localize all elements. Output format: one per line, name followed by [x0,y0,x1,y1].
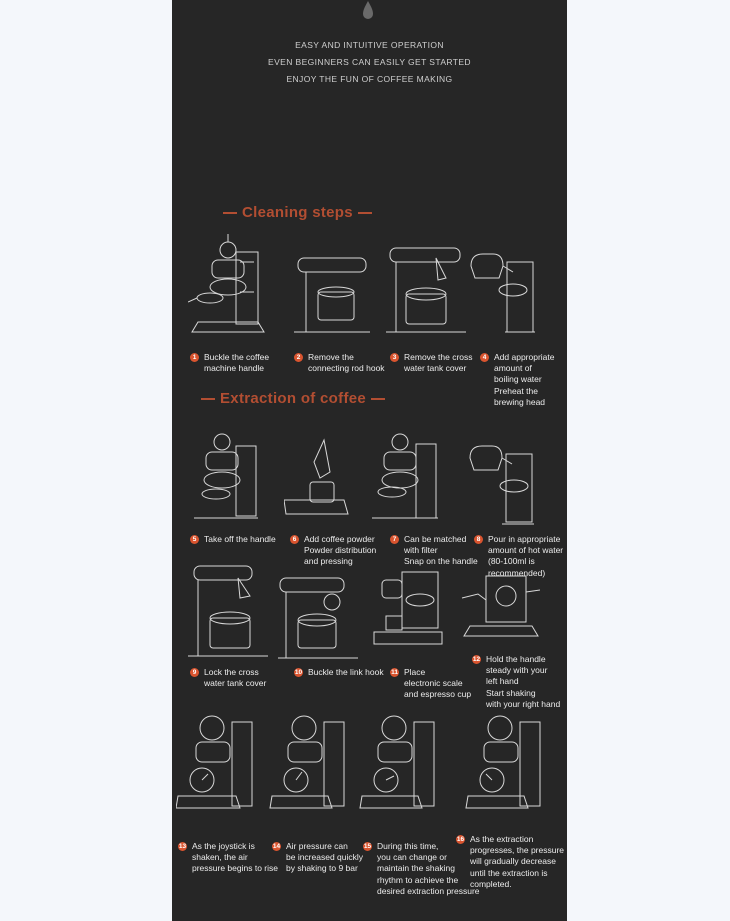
step-number-badge: 16 [456,836,465,843]
illustration-step-9 [188,562,268,662]
step-3-caption: 3 Remove the cross water tank cover [390,352,473,374]
step-number-badge: 4 [480,353,489,362]
title-dash [358,212,372,214]
intro-line-2: EVEN BEGINNERS CAN EASILY GET STARTED [268,57,471,67]
step-11-caption: 11 Place electronic scale and espresso cup [391,667,472,700]
step-number-badge: 1 [190,353,199,362]
illustration-step-8 [468,440,536,528]
illustration-step-4 [469,246,537,336]
cleaning-steps-heading [218,204,377,221]
step-13-caption: 13 As the joystick is shaken, the air pressure begins to rise [178,841,278,874]
illustration-step-2 [292,252,372,337]
step-9-caption: 9 Lock the cross water tank cover [190,667,266,689]
illustration-step-16 [464,712,544,812]
step-2-caption: 2 Remove the connecting rod hook [294,352,385,374]
step-6-caption: 6 Add coffee powder Powder distribution and pressing [290,534,376,568]
illustration-step-13 [176,712,256,812]
extraction-heading [196,390,390,407]
step-number-badge: 13 [178,843,187,850]
step-number-badge: 11 [391,669,398,676]
intro-line-1: EASY AND INTUITIVE OPERATION [295,40,444,50]
step-10-caption: 10 Buckle the link hook [294,667,384,677]
step-number-badge: 6 [290,535,299,544]
step-number-badge: 9 [190,668,199,677]
step-number-badge: 15 [363,843,372,850]
extraction-title-text: Extraction of coffee [220,390,367,407]
title-dash [371,398,385,400]
illustration-step-11 [372,570,444,652]
title-dash [201,398,215,400]
illustration-step-15 [358,712,438,812]
instruction-panel [172,0,567,921]
step-1-caption: 1 Buckle the coffee machine handle [190,352,269,374]
step-14-caption: 14 Air pressure can be increased quickly by shaking to 9 bar [272,841,364,874]
step-number-badge: 5 [190,535,199,544]
step-number-badge: 3 [390,353,399,362]
step-16-caption: 16 As the extraction progresses, the pressure will gradually decrease until the extraction is completed. [456,834,565,889]
step-8-caption: 8 Pour in appropriate amount of hot water (80-100ml is recommended) [474,534,563,579]
step-5-caption: 5 Take off the handle [190,534,276,545]
illustration-step-10 [278,574,358,662]
illustration-step-3 [386,238,466,338]
illustration-step-5 [190,428,260,523]
intro-line-3: ENJOY THE FUN OF COFFEE MAKING [286,74,453,84]
step-4-caption: 4 Add appropriate amount of boiling water Preheat the brewing head [480,352,555,408]
illustration-step-7 [370,428,440,523]
illustration-step-14 [268,712,348,812]
title-dash [223,212,237,214]
step-15-caption: 15 During this time, you can change or maintain the shaking rhythm to achieve the desired extraction pressure [363,841,480,896]
step-number-badge: 7 [390,535,399,544]
illustration-step-1 [188,232,268,337]
step-number-badge: 8 [474,535,483,544]
step-number-badge: 10 [294,669,303,676]
step-12-caption: 12 Hold the handle steady with your left hand Start shaking with your right hand [472,654,561,709]
step-number-badge: 12 [472,656,481,663]
step-number-badge: 14 [272,843,281,850]
illustration-step-12 [460,566,540,646]
step-7-caption: 7 Can be matched with filter Snap on the handle [390,534,478,568]
step-number-badge: 2 [294,353,303,362]
cleaning-title-text: Cleaning steps [242,204,353,221]
illustration-step-6 [284,438,350,520]
water-drop-icon [361,0,375,20]
